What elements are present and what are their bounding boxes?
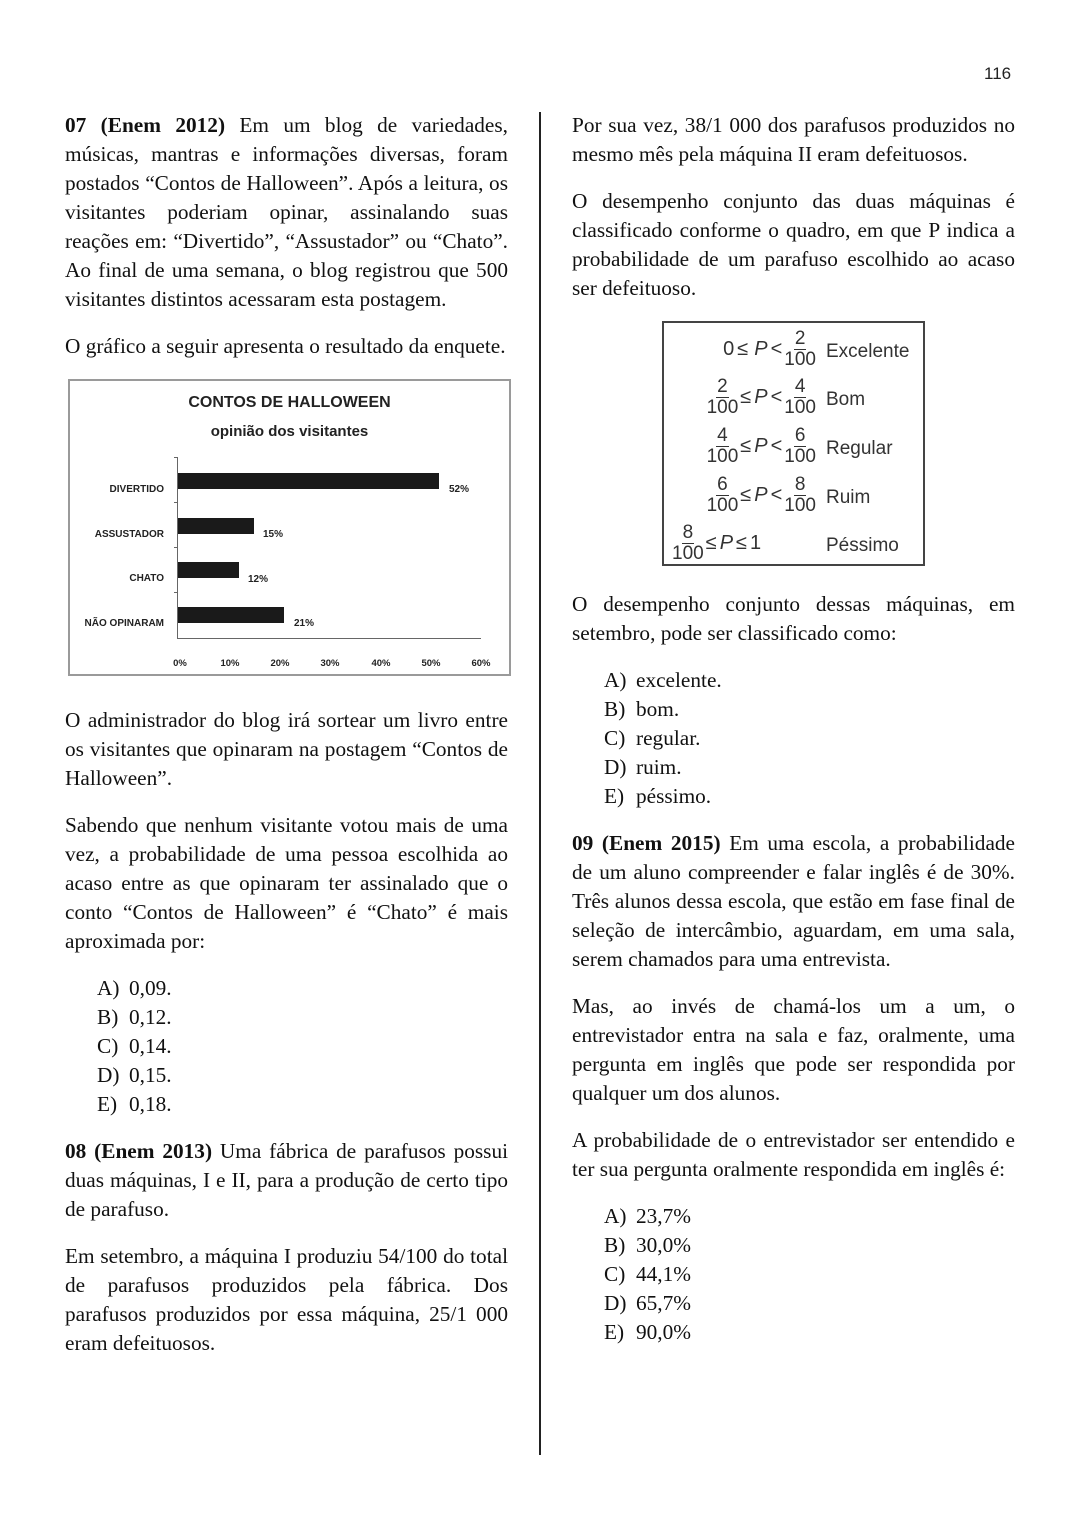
q09-options xyxy=(604,1202,1015,1347)
q09-option-e[interactable]: E) 90,0% xyxy=(604,1320,692,1344)
halloween-bar-chart xyxy=(68,379,511,676)
bar-assustador xyxy=(178,518,254,534)
q07-option-b[interactable]: B) 0,12. xyxy=(97,1005,172,1029)
q09-paragraph-3: A probabilidade de o entrevistador ser entendido e ter sua pergunta oralmente respondida em inglês é: xyxy=(572,1128,1015,1181)
q07-paragraph-3: O administrador do blog irá sortear um livro entre os visitantes que opinaram na postagem “Contos de Halloween”. xyxy=(65,708,508,790)
q08-options xyxy=(604,666,1015,811)
classification-label: Regular xyxy=(826,438,893,459)
q07-option-d[interactable]: D) 0,15. xyxy=(97,1063,172,1087)
q09-option-c[interactable]: C) 44,1% xyxy=(604,1262,692,1286)
x-tick-label: 30% xyxy=(320,658,340,669)
q07-paragraph-2: O gráfico a seguir apresenta o resultado da enquete. xyxy=(65,334,506,358)
q09-option-b[interactable]: B) 30,0% xyxy=(604,1233,692,1257)
classification-label: Excelente xyxy=(826,341,910,362)
q09-paragraph-2: Mas, ao invés de chamá-los um a um, o entrevistador entra na sala e faz, oralmente, uma pergunta em inglês que pode ser respondida por qualquer um dos alunos. xyxy=(572,994,1015,1105)
bar-chato xyxy=(178,562,239,578)
page-number: 116 xyxy=(984,64,1012,83)
bar-label-assustador: ASSUSTADOR xyxy=(94,529,164,540)
q07-option-e[interactable]: E) 0,18. xyxy=(97,1092,172,1116)
bar-label-nao-opinaram: NÃO OPINARAM xyxy=(84,618,164,629)
x-tick-label: 0% xyxy=(173,658,187,669)
x-tick-label: 60% xyxy=(471,658,491,669)
q07-options xyxy=(97,974,508,1119)
bar-label-chato: CHATO xyxy=(129,573,164,584)
classification-label: Bom xyxy=(826,389,866,410)
classification-label: Péssimo xyxy=(826,535,899,556)
q07-number: 07 (Enem 2012) xyxy=(65,113,226,137)
table-row: 0 ≤ P < $\frac{2}{100}$ Excelente xyxy=(723,327,910,370)
q07-option-c[interactable]: C) 0,14. xyxy=(97,1034,172,1058)
q09-intro: 09 (Enem 2015) Em uma escola, a probabilidade de um aluno compreender e falar inglês é de 30%. Três alunos dessa escola, que estão em fase final de seleção de intercâmbio, aguardam, em uma sala, serem chamados para uma entrevista. xyxy=(572,831,1015,971)
bar-value-nao-opinaram: 21% xyxy=(294,618,315,629)
q09-number: 09 (Enem 2015) xyxy=(572,831,721,855)
column-divider xyxy=(539,112,541,1455)
q07-paragraph-4: Sabendo que nenhum visitante votou mais de uma vez, a probabilidade de uma pessoa escolhida ao acaso entre as que opinaram ter assinalado que o conto “Contos de Halloween” é “Chato” é mais aproximada por: xyxy=(65,813,508,953)
q08-option-d[interactable]: D) ruim. xyxy=(604,755,682,779)
bar-value-chato: 12% xyxy=(248,574,269,585)
x-tick-label: 40% xyxy=(371,658,391,669)
q08-paragraph-4: O desempenho conjunto das duas máquinas é classificado conforme o quadro, em que P indica a probabilidade de um parafuso escolhido ao acaso ser defeituoso. xyxy=(572,189,1015,300)
x-tick-label: 10% xyxy=(220,658,240,669)
left-column xyxy=(65,111,508,1376)
table-row: $\frac{4}{100}$ ≤ P < $\frac{6}{100}$ Regular xyxy=(706,424,893,467)
x-tick-label: 20% xyxy=(270,658,290,669)
q08-number: 08 (Enem 2013) xyxy=(65,1139,213,1163)
bar-nao-opinaram xyxy=(178,607,284,623)
bar-label-divertido: DIVERTIDO xyxy=(109,484,164,495)
table-row: $\frac{8}{100}$ ≤ P ≤ 1 Péssimo xyxy=(672,521,899,564)
y-tick xyxy=(174,502,178,503)
table-row: $\frac{6}{100}$ ≤ P < $\frac{8}{100}$ Ruim xyxy=(706,473,871,516)
q08-option-c[interactable]: C) regular. xyxy=(604,726,701,750)
q08-paragraph-3: Por sua vez, 38/1 000 dos parafusos produzidos no mesmo mês pela máquina II eram defeituosos. xyxy=(572,113,1015,166)
x-axis xyxy=(177,638,481,639)
q07-option-a[interactable]: A) 0,09. xyxy=(97,976,172,1000)
y-tick xyxy=(174,457,178,458)
q09-option-a[interactable]: A) 23,7% xyxy=(604,1204,692,1228)
classification-label: Ruim xyxy=(826,487,871,508)
q08-paragraph-5: O desempenho conjunto dessas máquinas, em setembro, pode ser classificado como: xyxy=(572,592,1015,645)
bar-value-assustador: 15% xyxy=(263,529,284,540)
x-tick-label: 50% xyxy=(421,658,441,669)
q08-option-a[interactable]: A) excelente. xyxy=(604,668,722,692)
bar-divertido xyxy=(178,473,439,489)
chart-title: CONTOS DE HALLOWEEN xyxy=(188,394,391,411)
q08-intro: 08 (Enem 2013) Uma fábrica de parafusos possui duas máquinas, I e II, para a produção de certo tipo de parafuso. xyxy=(65,1139,509,1221)
bar-value-divertido: 52% xyxy=(449,484,470,495)
q09-option-d[interactable]: D) 65,7% xyxy=(604,1291,692,1315)
q08-option-b[interactable]: B) bom. xyxy=(604,697,680,721)
y-tick xyxy=(174,547,178,548)
right-column xyxy=(572,111,1015,1365)
y-tick xyxy=(174,592,178,593)
q08-paragraph-2: Em setembro, a máquina I produziu 54/100 do total de parafusos produzidos pela fábrica. Dos parafusos produzidos por essa máquina, 25/1 000 eram defeituosos. xyxy=(65,1244,508,1355)
chart-subtitle: opinião dos visitantes xyxy=(210,423,369,440)
table-row: $\frac{2}{100}$ ≤ P < $\frac{4}{100}$ Bom xyxy=(706,375,866,418)
q08-option-e[interactable]: E) péssimo. xyxy=(604,784,712,808)
q07-intro: 07 (Enem 2012) Em um blog de variedades, músicas, mantras e informações diversas, foram postados “Contos de Halloween”. Após a leitura, os visitantes poderiam opinar, assinalando suas reações em: “Divertido”, “Assustador” ou “Chato”. Ao final de uma semana, o blog registrou que 500 visitantes distintos acessaram esta postagem. xyxy=(65,113,508,311)
classification-table xyxy=(662,321,925,566)
